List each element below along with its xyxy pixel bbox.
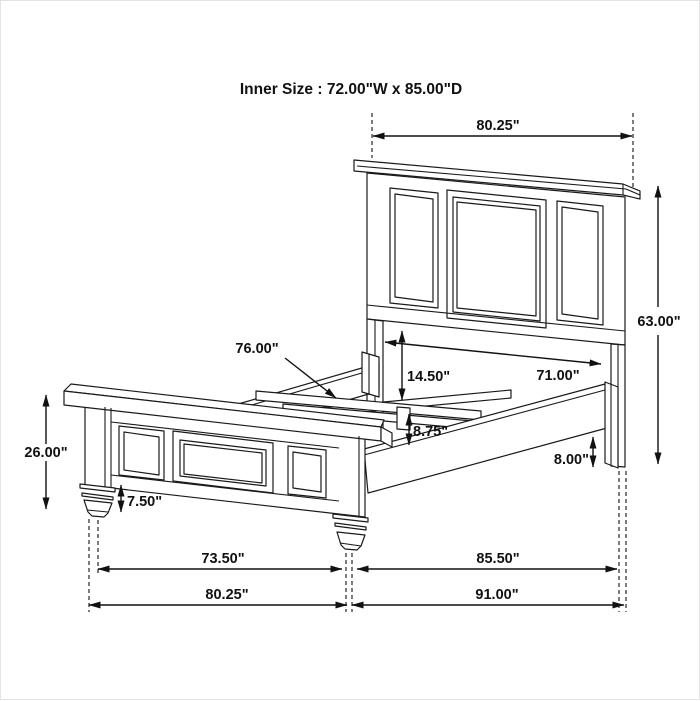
dim-footboard-height: 26.00" [24, 445, 68, 461]
dim-footboard-leg-height: 7.50" [127, 494, 163, 510]
dim-headboard-height: 63.00" [637, 314, 681, 330]
dim-overall-depth: 91.00" [475, 587, 519, 603]
dim-rail-floor-clearance: 8.00" [553, 452, 589, 468]
inner-size-title: Inner Size : 72.00"W x 85.00"D [239, 81, 463, 98]
diagram-drawing [1, 1, 700, 701]
dim-footboard-width-bottom: 80.25" [205, 587, 249, 603]
dim-headboard-bottom-to-slat: 14.50" [407, 369, 451, 385]
dim-slat-support-height: 8.75" [413, 424, 449, 440]
dim-slat-length: 76.00" [235, 341, 279, 357]
dim-footboard-inner-width: 73.50" [201, 551, 245, 567]
dim-side-rail-span: 85.50" [476, 551, 520, 567]
dim-headboard-width-top: 80.25" [476, 118, 520, 134]
dim-inner-width: 71.00" [536, 368, 580, 384]
